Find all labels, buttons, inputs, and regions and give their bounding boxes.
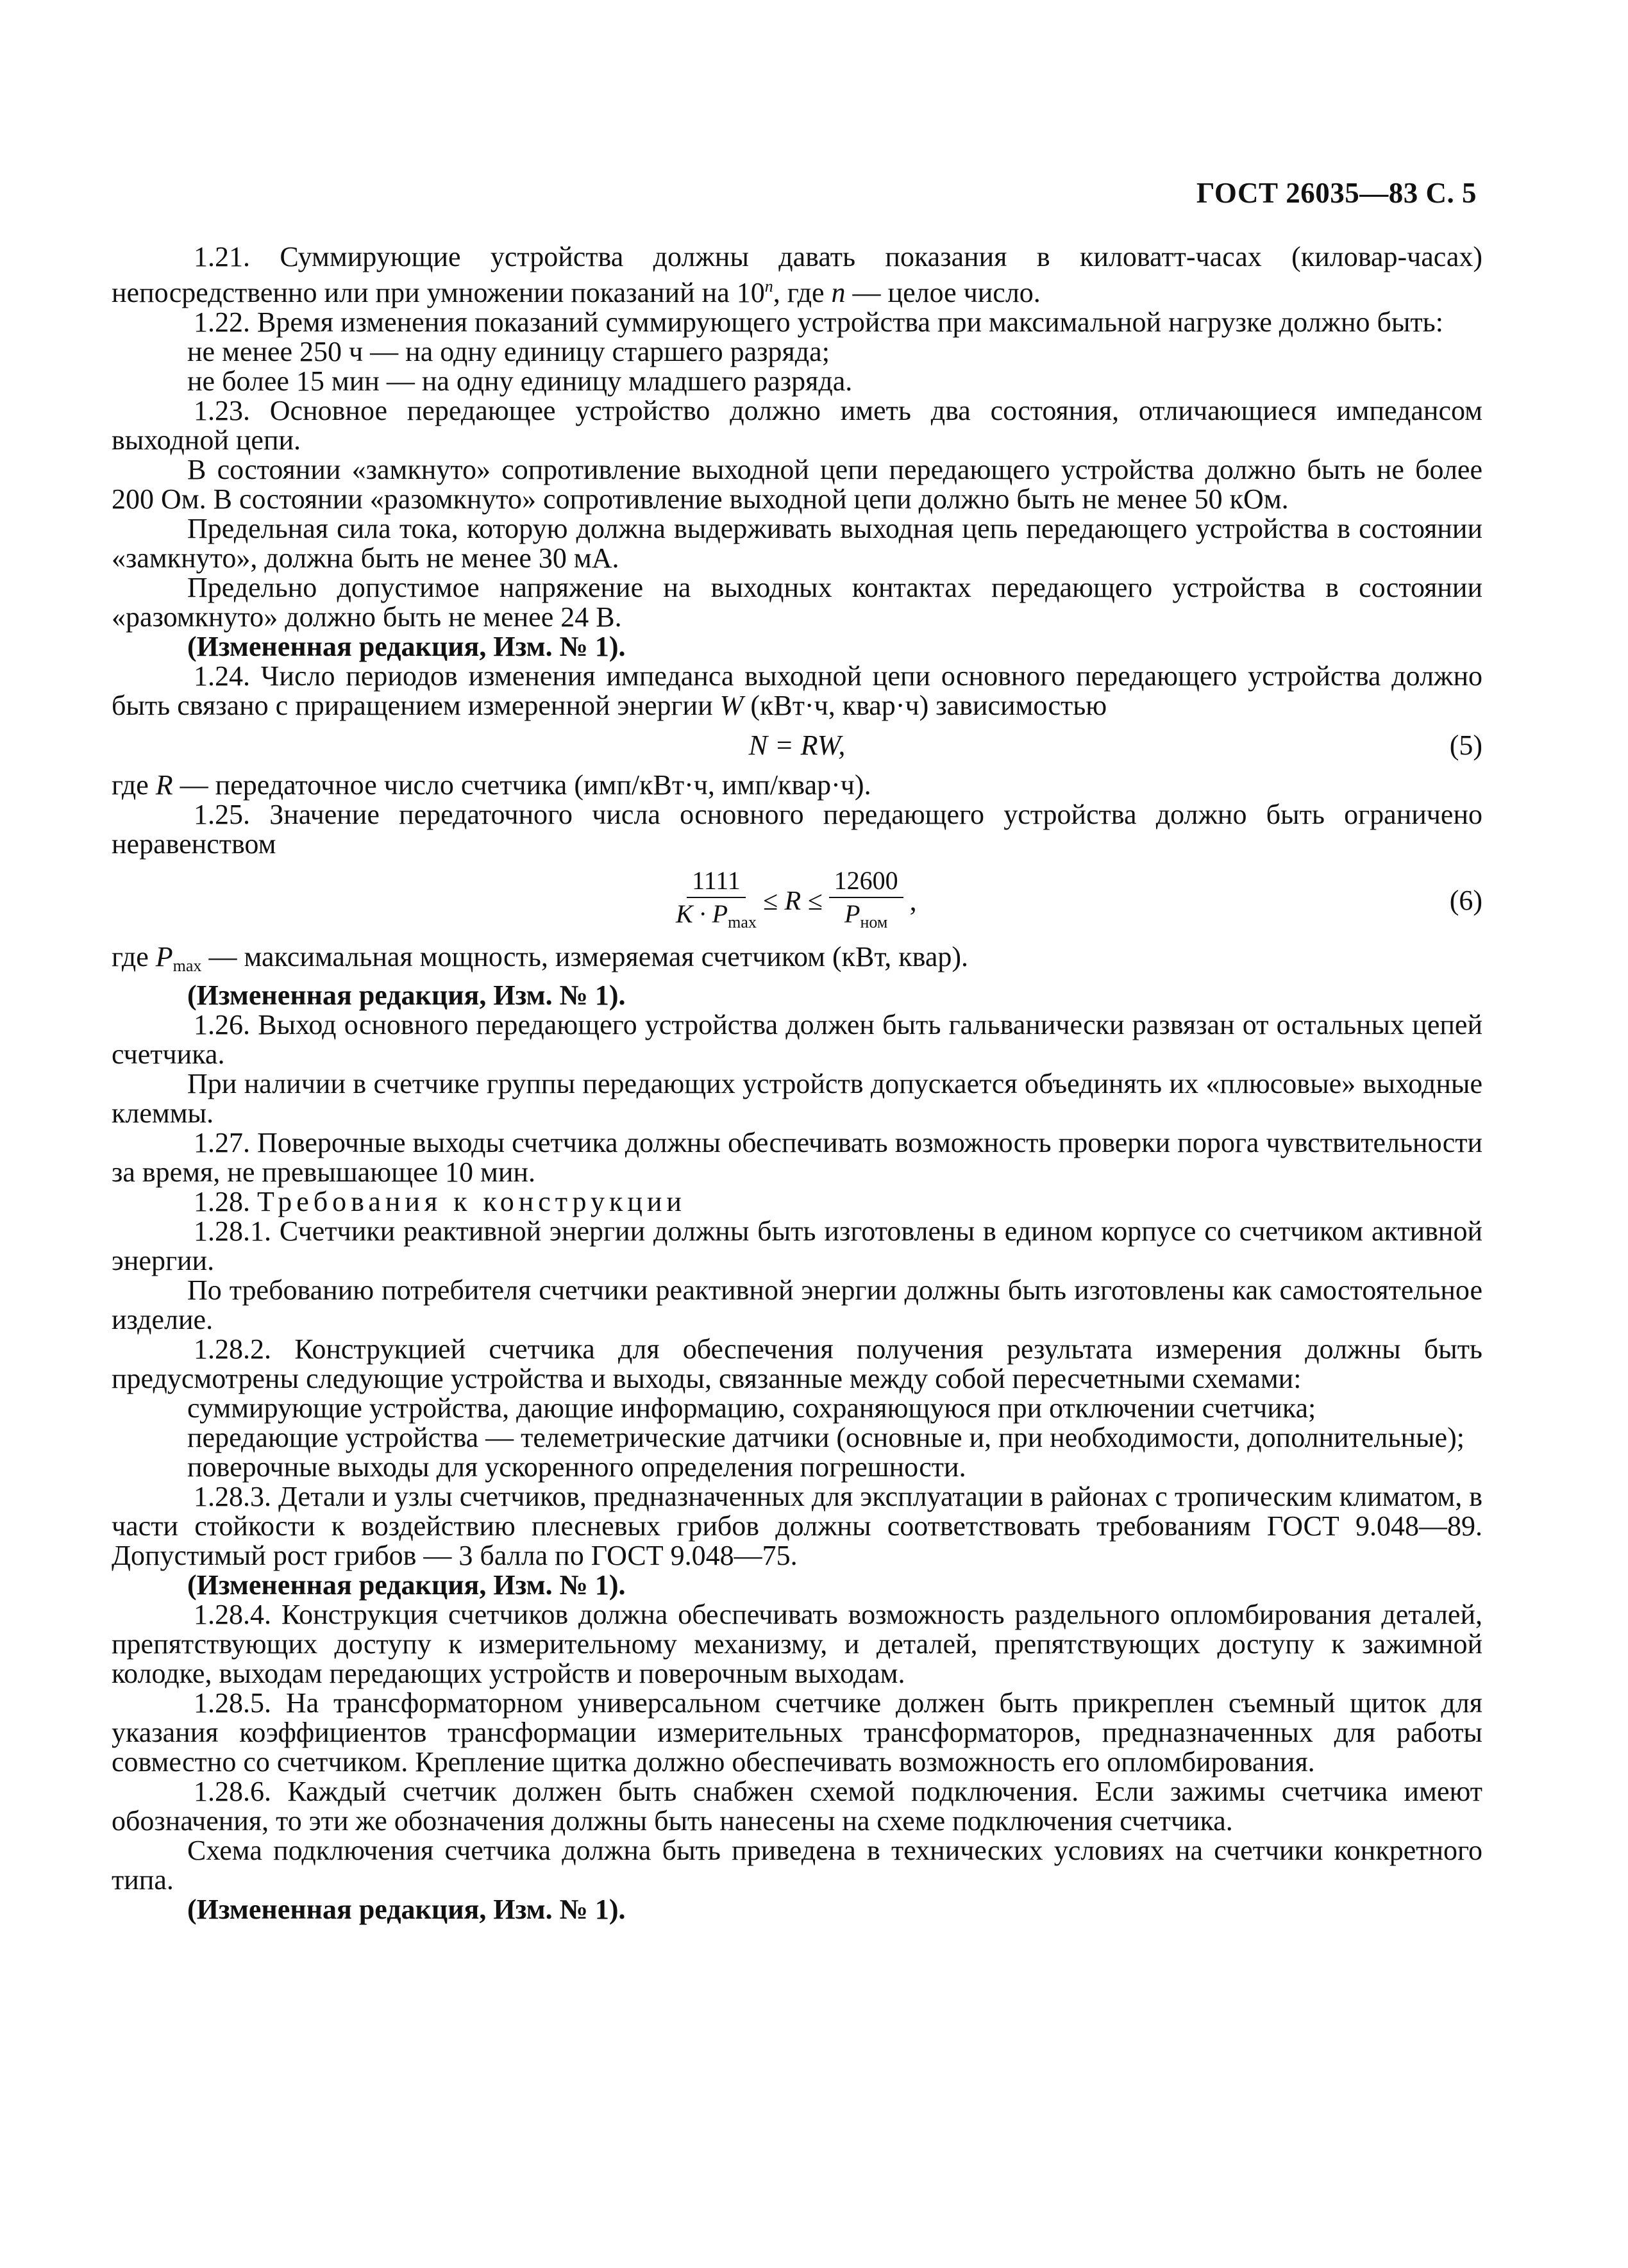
formula-5-expression: N = RW, xyxy=(748,730,846,761)
document-body xyxy=(112,242,1482,1924)
paragraph-1-26: 1.26. Выход основного передающего устройства должен быть гальванически развязан от остальных цепей счетчика. xyxy=(112,1009,1482,1070)
inequality-sign: ≤ R ≤ xyxy=(762,887,823,916)
revision-note: (Измененная редакция, Изм. № 1). xyxy=(187,980,626,1011)
list-item: не более 15 мин — на одну единицу младшего разряда. xyxy=(187,365,853,397)
page-header: ГОСТ 26035—83 С. 5 xyxy=(1196,177,1477,209)
revision-note: (Измененная редакция, Изм. № 1). xyxy=(187,1569,626,1601)
paragraph-1-23: 1.23. Основное передающее устройство должно иметь два состояния, отличающиеся импедансом выходной цепи. xyxy=(112,395,1482,456)
revision-note: (Измененная редакция, Изм. № 1). xyxy=(187,1894,626,1925)
formula-6 xyxy=(112,864,1482,938)
paragraph-1-28-4: 1.28.4. Конструкция счетчиков должна обеспечивать возможность раздельного опломбирования деталей, препятствующих доступу к измерительному механизму, и деталей, препятствующих доступу к зажимной колодке, выходам передающих устройств и поверочным выходам. xyxy=(112,1599,1482,1689)
paragraph-1-21: 1.21. Суммирующие устройства должны давать показания в киловатт-часах (киловар-часах) непосредственно или при умножении показаний на 10$^n$, где n — целое число. xyxy=(112,241,1482,308)
paragraph-1-23-c: Предельная сила тока, которую должна выдерживать выходная цепь передающего устройства в состоянии «замкнуто», должна быть не менее 30 мА. xyxy=(112,513,1482,574)
formula-5 xyxy=(112,726,1482,765)
section-1-28-heading: 1.28. Требования к конструкции xyxy=(194,1186,686,1217)
paragraph-1-28-3: 1.28.3. Детали и узлы счетчиков, предназначенных для эксплуатации в районах с тропическим климатом, в части стойкости к воздействию плесневых грибов должны соответствовать требованиям ГОСТ 9.048—89. Допустимый рост грибов — 3 балла по ГОСТ 9.048—75. xyxy=(112,1481,1482,1571)
formula-6-expression: $\frac{1111}{K \cdot P_{max}}$ ≤ R ≤ $\frac{12600}{P_{ном}}$ , xyxy=(676,864,917,938)
list-item: передающие устройства — телеметрические датчики (основные и, при необходимости, дополнительные); xyxy=(187,1422,1464,1453)
paragraph-1-28-1: 1.28.1. Счетчики реактивной энергии должны быть изготовлены в едином корпусе со счетчиком активной энергии. xyxy=(112,1215,1482,1276)
paragraph-1-25: 1.25. Значение передаточного числа основного передающего устройства должно быть ограничено неравенством xyxy=(112,799,1482,860)
paragraph-1-26-b: При наличии в счетчике группы передающих устройств допускается объединять их «плюсовые» выходные клеммы. xyxy=(112,1068,1482,1129)
fraction-right: $\frac{12600}{P_{ном}}$ xyxy=(829,866,903,937)
formula-5-number: (5) xyxy=(1449,730,1482,761)
list-item: поверочные выходы для ускоренного определения погрешности. xyxy=(187,1451,966,1483)
paragraph-1-28-6-b: Схема подключения счетчика должна быть приведена в технических условиях на счетчики конкретного типа. xyxy=(112,1835,1482,1896)
paragraph-1-28-1-b: По требованию потребителя счетчики реактивной энергии должны быть изготовлены как самостоятельное изделие. xyxy=(112,1274,1482,1335)
where-p-explanation: где $P_{max}$ — максимальная мощность, измеряемая счетчиком (кВт, квар). xyxy=(112,941,969,975)
fraction-left: $\frac{1111}{K \cdot P_{max}}$ xyxy=(676,865,757,931)
paragraph-1-24: 1.24. Число периодов изменения импеданса выходной цепи основного передающего устройства должно быть связано с приращением измеренной энергии W (кВт·ч, квар·ч) зависимостью xyxy=(112,660,1482,721)
revision-note: (Измененная редакция, Изм. № 1). xyxy=(187,631,626,662)
paragraph-1-28-2: 1.28.2. Конструкцией счетчика для обеспечения получения результата измерения должны быть предусмотрены следующие устройства и выходы, связанные между собой пересчетными схемами: xyxy=(112,1333,1482,1394)
paragraph-1-27: 1.27. Поверочные выходы счетчика должны обеспечивать возможность проверки порога чувствительности за время, не превышающее 10 мин. xyxy=(112,1127,1482,1188)
paragraph-1-28-5: 1.28.5. На трансформаторном универсальном счетчике должен быть прикреплен съемный щиток для указания коэффициентов трансформации измерительных трансформаторов, предназначенных для работы совместно со счетчиком. Крепление щитка должно обеспечивать возможность его опломбирования. xyxy=(112,1687,1482,1778)
list-item: не менее 250 ч — на одну единицу старшего разряда; xyxy=(187,336,830,367)
paragraph-1-23-b: В состоянии «замкнуто» сопротивление выходной цепи передающего устройства должно быть не более 200 Ом. В состоянии «разомкнуто» сопротивление выходной цепи должно быть не менее 50 кОм. xyxy=(112,454,1482,515)
paragraph-1-23-d: Предельно допустимое напряжение на выходных контактах передающего устройства в состоянии «разомкнуто» должно быть не менее 24 В. xyxy=(112,572,1482,633)
list-item: суммирующие устройства, дающие информацию, сохраняющуюся при отключении счетчика; xyxy=(187,1392,1316,1424)
formula-6-number: (6) xyxy=(1449,885,1482,916)
paragraph-1-28-6: 1.28.6. Каждый счетчик должен быть снабжен схемой подключения. Если зажимы счетчика имеют обозначения, то эти же обозначения должны быть нанесены на схеме подключения счетчика. xyxy=(112,1776,1482,1837)
paragraph-1-22: 1.22. Время изменения показаний суммирующего устройства при максимальной нагрузке должно быть: xyxy=(194,306,1443,338)
where-r-explanation: где R — передаточное число счетчика (имп/кВт·ч, имп/квар·ч). xyxy=(112,769,871,801)
